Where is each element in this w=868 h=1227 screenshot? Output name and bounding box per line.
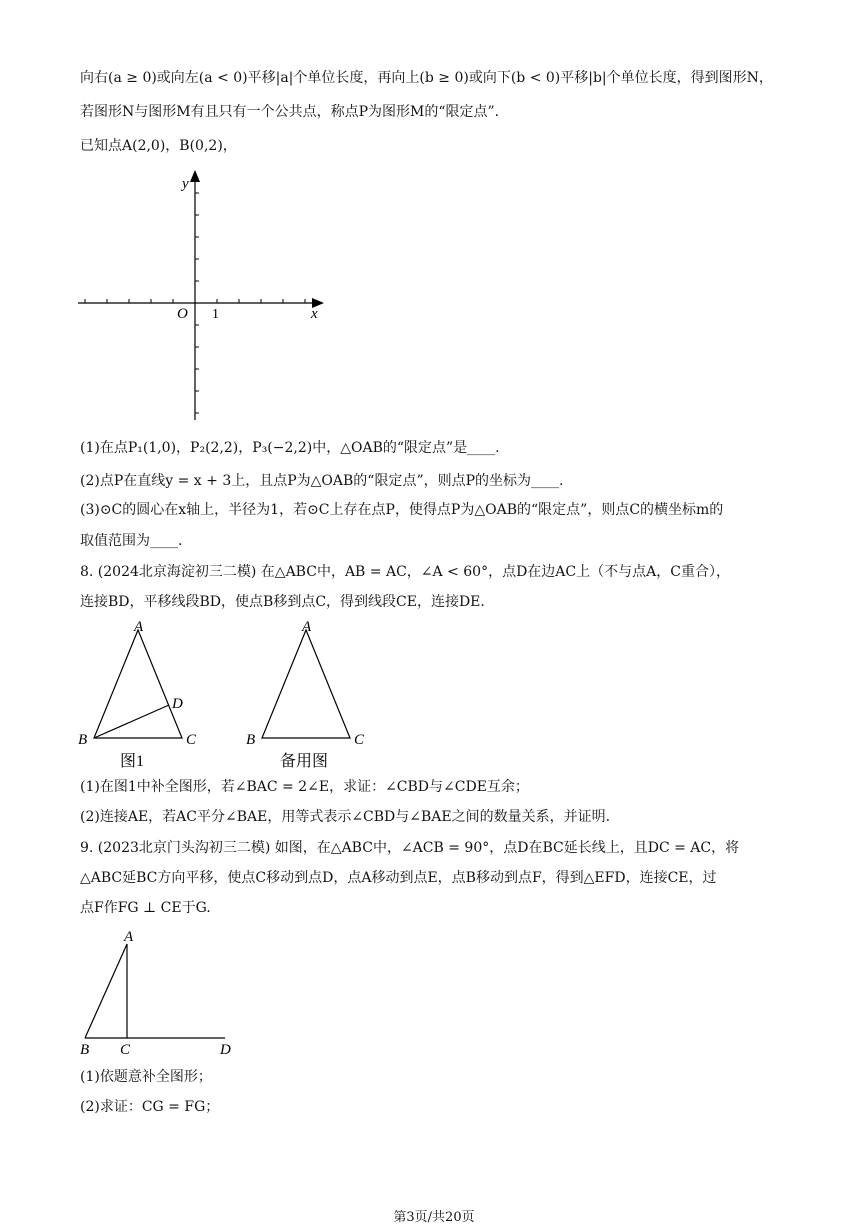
- label-d: D: [172, 696, 183, 712]
- question-9-2: (2)求证：CG = FG；: [80, 1099, 220, 1115]
- question-8-1: (1)在图1中补全图形，若∠BAC = 2∠E，求证：∠CBD与∠CDE互余；: [80, 779, 529, 795]
- question-7-3: (3)⊙C的圆心在x轴上，半径为1，若⊙C上存在点P，使得点P为△OAB的“限定点”，则点C的横坐标m的: [80, 502, 724, 518]
- figure-1-caption: 图1: [120, 753, 145, 770]
- label-b: B: [246, 732, 256, 748]
- question-7-2: (2)点P在直线y = x + 3上，且点P为△OAB的“限定点”，则点P的坐标为____.: [80, 473, 564, 489]
- label-a: A: [302, 619, 312, 635]
- text-line: 向右(a ≥ 0)或向左(a < 0)平移|a|个单位长度，再向上(b ≥ 0)或向下(b < 0)平移|b|个单位长度，得到图形N，: [80, 70, 773, 86]
- x-axis-label: x: [311, 306, 318, 322]
- label-b: B: [78, 732, 88, 748]
- question-9-cont2: 点F作FG ⊥ CE于G.: [80, 900, 211, 916]
- question-7-1: (1)在点P₁(1,0)，P₂(2,2)，P₃(−2,2)中，△OAB的“限定点”是____.: [80, 440, 500, 456]
- question-8-2: (2)连接AE，若AC平分∠BAE，用等式表示∠CBD与∠BAE之间的数量关系，并证明.: [80, 809, 611, 825]
- segment-ab: [85, 944, 127, 1038]
- backup-figure: [240, 614, 380, 774]
- question-9: 9. (2023北京门头沟初三二模) 如图，在△ABC中，∠ACB = 90°，点D在BC延长线上，且DC = AC，将: [80, 840, 740, 856]
- label-b: B: [80, 1042, 90, 1058]
- y-axis-label: y: [182, 176, 189, 192]
- unit-label: 1: [212, 307, 219, 322]
- figure-9: [72, 924, 242, 1060]
- label-a: A: [124, 929, 134, 945]
- question-9-cont: △ABC延BC方向平移，使点C移动到点D，点A移动到点E，点B移动到点F，得到△EFD，连接CE，过: [80, 870, 717, 886]
- label-c: C: [120, 1042, 131, 1058]
- text-line: 已知点A(2,0)，B(0,2)，: [80, 138, 237, 154]
- origin-label: O: [177, 306, 188, 322]
- question-9-1: (1)依题意补全图形；: [80, 1069, 212, 1085]
- question-8-cont: 连接BD，平移线段BD，使点B移到点C，得到线段CE，连接DE.: [80, 594, 485, 610]
- text-line: 若图形N与图形M有且只有一个公共点，称点P为图形M的“限定点”.: [80, 104, 500, 120]
- triangle-abc-backup: [262, 630, 350, 738]
- label-a: A: [134, 619, 144, 635]
- figure-1: [72, 614, 212, 774]
- backup-figure-caption: 备用图: [280, 753, 329, 770]
- y-axis-arrow: [190, 170, 200, 182]
- question-8: 8. (2024北京海淀初三二模) 在△ABC中，AB = AC，∠A < 60°，点D在边AC上（不与点A，C重合），: [80, 564, 730, 580]
- question-7-3-cont: 取值范围为____.: [80, 533, 183, 549]
- page-footer: 第3页/共20页: [393, 1210, 475, 1225]
- label-c: C: [186, 732, 197, 748]
- label-c: C: [354, 732, 365, 748]
- coordinate-axes-figure: [70, 168, 340, 430]
- triangle-abc: [94, 630, 182, 738]
- label-d: D: [220, 1042, 231, 1058]
